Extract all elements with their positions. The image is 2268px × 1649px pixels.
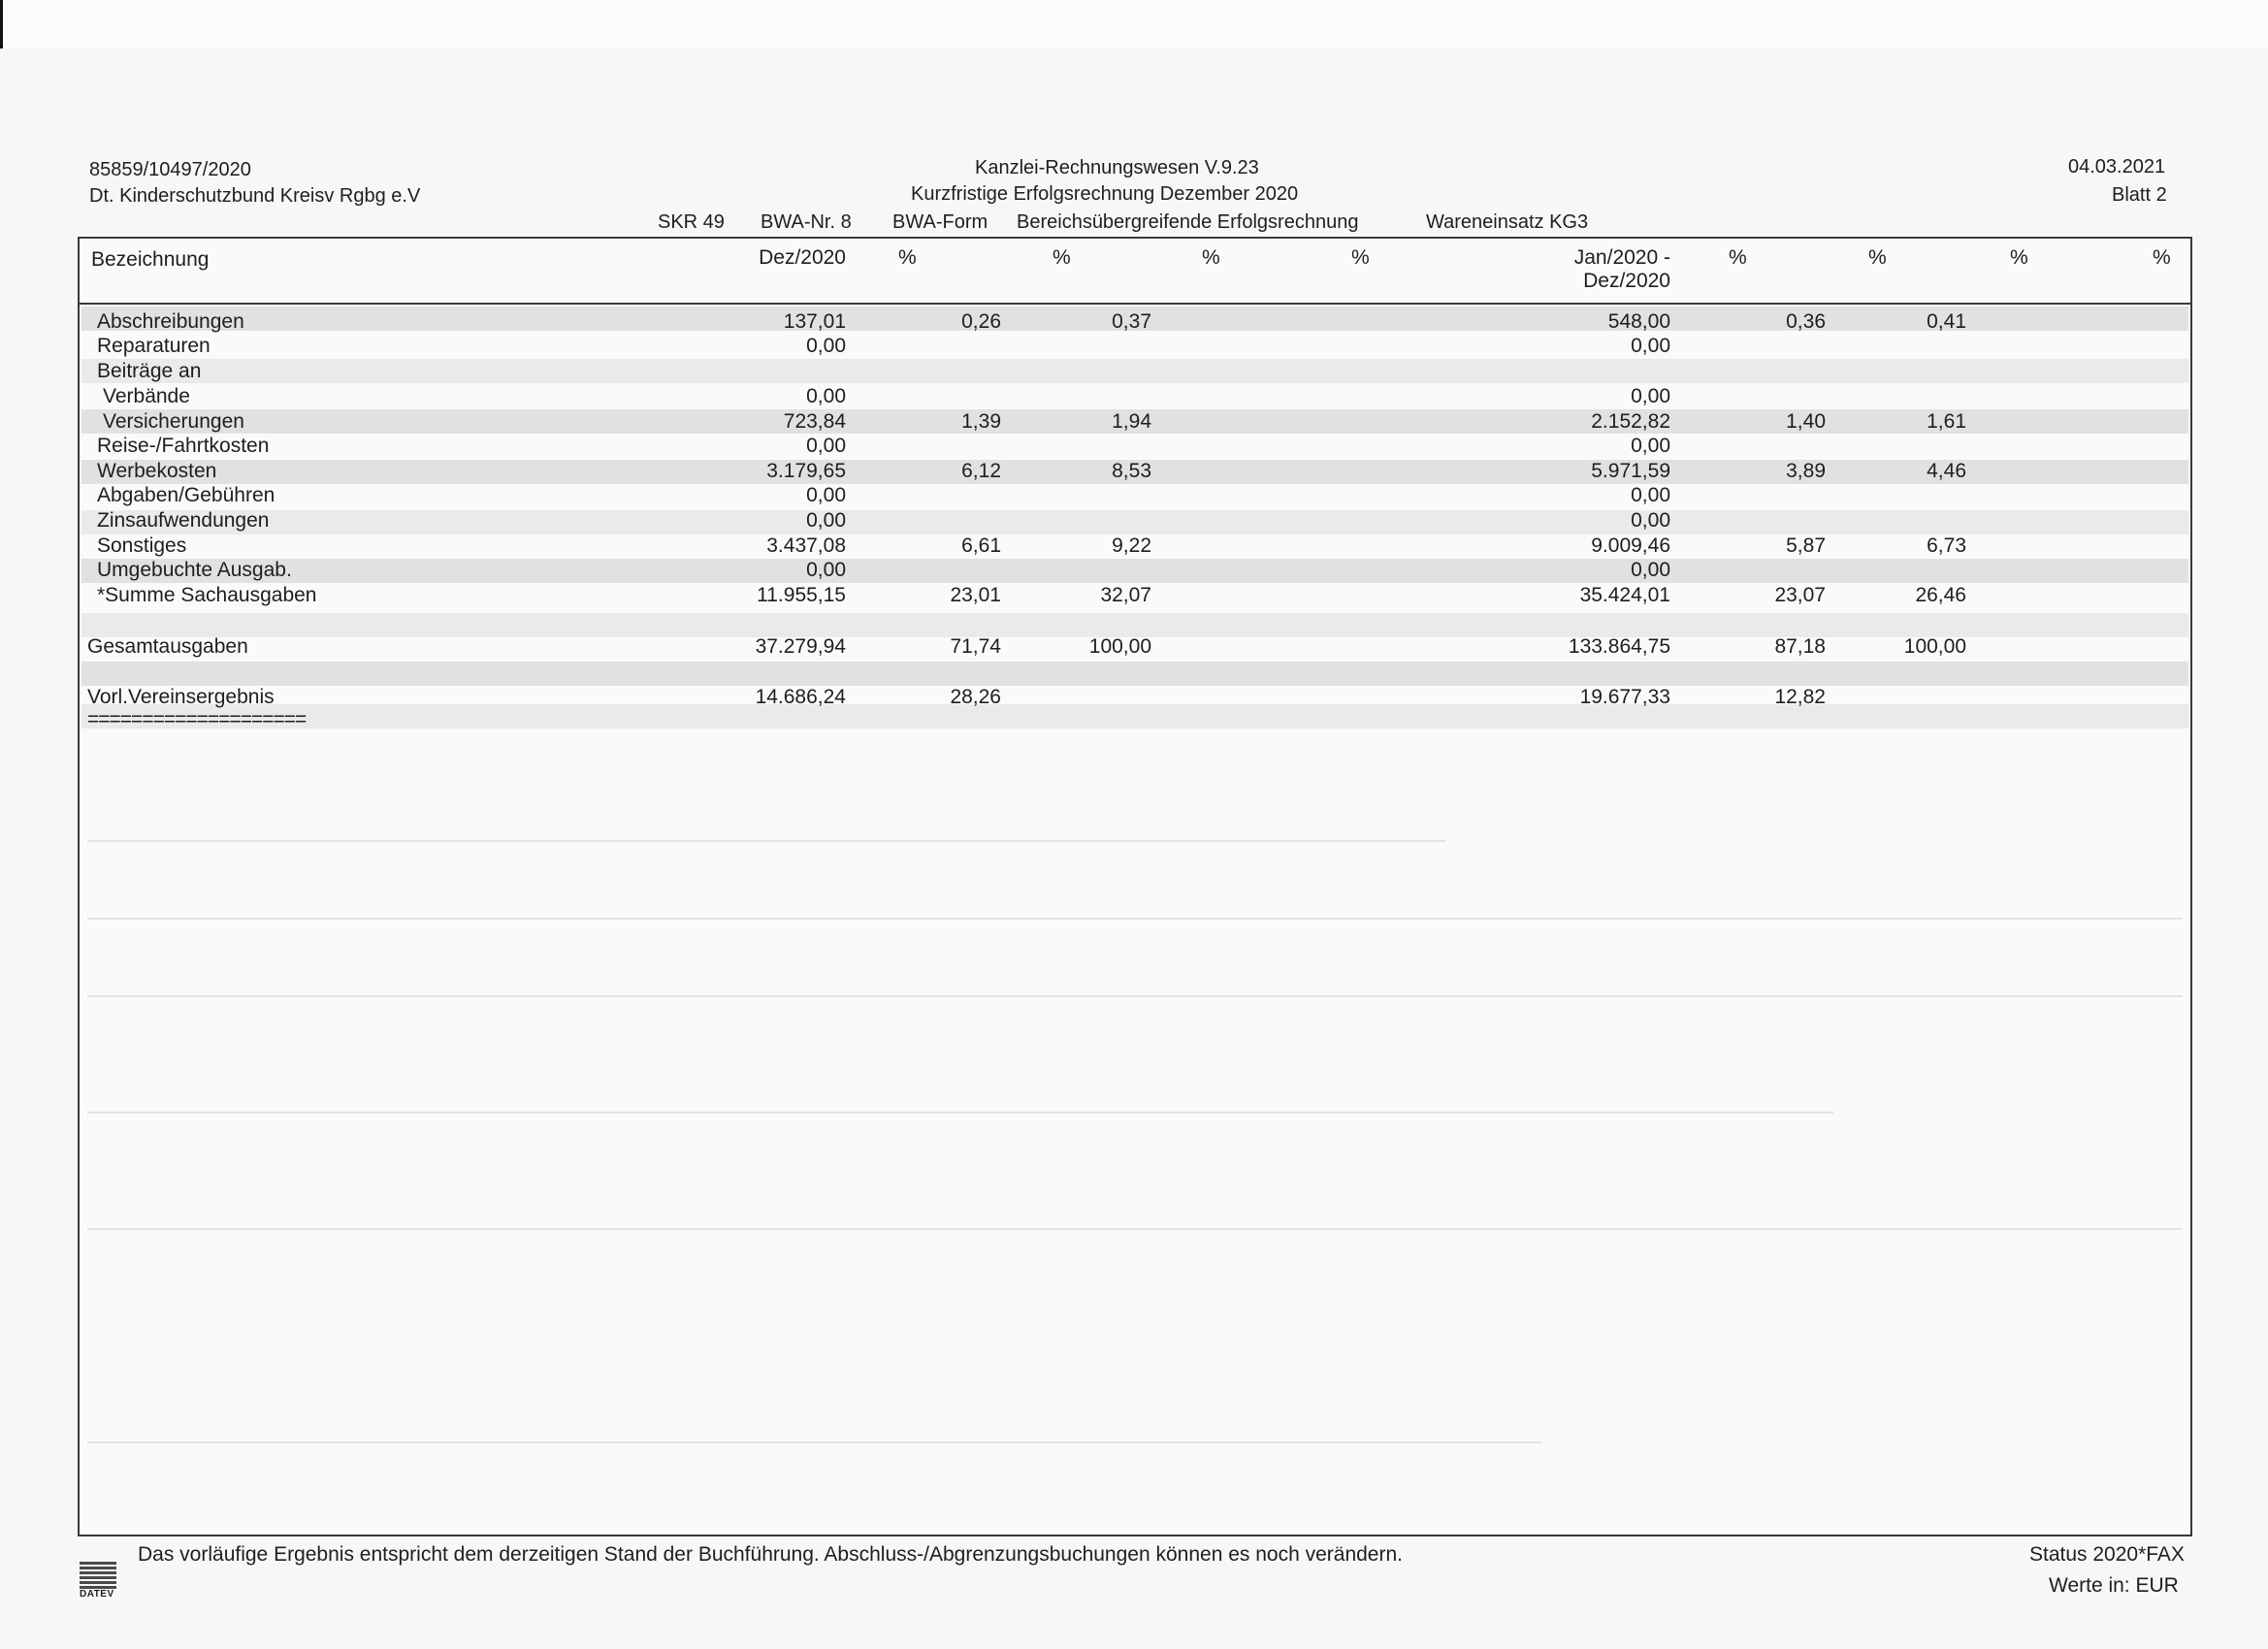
row-pct-6: 1,61: [1927, 410, 1966, 433]
row-pct-6: 0,41: [1927, 310, 1966, 333]
row-label: Beiträge an: [97, 360, 202, 382]
row-month-value: 0,00: [806, 435, 846, 457]
bleed-through-line: [87, 1112, 1833, 1114]
table-row: [80, 409, 2190, 435]
ref-number: 85859/10497/2020: [89, 159, 251, 180]
row-pct-2: 8,53: [1112, 460, 1151, 482]
row-month-value: 0,00: [806, 484, 846, 506]
row-pct-6: 4,46: [1927, 460, 1966, 482]
row-pct-2: 32,07: [1100, 584, 1151, 606]
row-ytd-value: 2.152,82: [1591, 410, 1670, 433]
row-label: Abgaben/Gebühren: [97, 484, 275, 506]
col-bezeichnung: Bezeichnung: [91, 248, 210, 271]
row-month-value: 0,00: [806, 385, 846, 407]
table-row: [80, 558, 2190, 583]
row-label: Umgebuchte Ausgab.: [97, 559, 292, 581]
row-ytd-value: 0,00: [1631, 335, 1670, 357]
bleed-through-line: [87, 1228, 2183, 1230]
scan-top-margin: [0, 0, 2268, 48]
datev-logo: [80, 1562, 116, 1600]
table-row: [80, 384, 2190, 409]
table-row: [80, 459, 2190, 484]
bleed-through-line: [87, 995, 2183, 997]
total-label: Gesamtausgaben: [87, 635, 248, 658]
row-pct-1: 6,61: [961, 534, 1001, 557]
row-label: Sonstiges: [97, 534, 187, 557]
total-pct-2: 100,00: [1088, 635, 1151, 658]
table-row: [80, 583, 2190, 608]
row-label: Zinsaufwendungen: [97, 509, 270, 532]
total-pct-1: 71,74: [950, 635, 1001, 658]
total-month-value: 37.279,94: [755, 635, 846, 658]
row-pct-5: 3,89: [1786, 460, 1826, 482]
col-ytd-line1: Jan/2020 -: [1573, 246, 1670, 269]
datev-logo-icon: [80, 1562, 116, 1589]
sheet-number: Blatt 2: [2112, 184, 2167, 206]
col-pct-7: %: [2010, 246, 2028, 269]
bwa-form-label: BWA-Form: [892, 211, 988, 233]
row-pct-6: 6,73: [1927, 534, 1966, 557]
row-month-value: 723,84: [783, 410, 846, 433]
col-month: Dez/2020: [759, 246, 846, 269]
result-month-value: 14.686,24: [755, 686, 846, 708]
table-row: [80, 359, 2190, 384]
row-ytd-value: 0,00: [1631, 484, 1670, 506]
total-pct-5: 87,18: [1774, 635, 1826, 658]
result-ytd-value: 19.677,33: [1579, 686, 1670, 708]
row-ytd-value: 35.424,01: [1579, 584, 1670, 606]
datev-logo-text: DATEV: [80, 1589, 114, 1600]
bleed-through-line: [87, 918, 2183, 920]
row-pct-1: 23,01: [950, 584, 1001, 606]
col-pct-1: %: [898, 246, 917, 269]
row-pct-5: 23,07: [1774, 584, 1826, 606]
col-pct-6: %: [1868, 246, 1887, 269]
col-pct-3: %: [1202, 246, 1220, 269]
table-row: [80, 534, 2190, 559]
row-pct-5: 5,87: [1786, 534, 1826, 557]
col-pct-2: %: [1053, 246, 1071, 269]
total-ytd-value: 133.864,75: [1568, 635, 1670, 658]
total-row: [80, 685, 2190, 710]
footer-currency: Werte in: EUR: [2049, 1574, 2179, 1597]
table-row: [80, 334, 2190, 359]
table-row: [80, 508, 2190, 534]
row-label: Versicherungen: [103, 410, 244, 433]
bwa-form-description: Bereichsübergreifende Erfolgsrechnung: [1017, 211, 1359, 233]
row-ytd-value: 5.971,59: [1591, 460, 1670, 482]
scan-edge: [0, 0, 3, 48]
row-ytd-value: 0,00: [1631, 435, 1670, 457]
col-pct-5: %: [1729, 246, 1747, 269]
row-pct-6: 26,46: [1915, 584, 1966, 606]
row-ytd-value: 548,00: [1607, 310, 1670, 333]
row-band: [81, 662, 2188, 686]
row-month-value: 0,00: [806, 335, 846, 357]
double-underline: ====================: [87, 708, 307, 730]
row-label: Reise-/Fahrtkosten: [97, 435, 270, 457]
total-row: [80, 634, 2190, 660]
wareneinsatz-label: Wareneinsatz KG3: [1426, 211, 1589, 233]
table-row: [80, 309, 2190, 335]
row-label: Reparaturen: [97, 335, 211, 357]
report-title: Kurzfristige Erfolgsrechnung Dezember 2020: [911, 183, 1299, 205]
row-pct-1: 6,12: [961, 460, 1001, 482]
row-pct-2: 0,37: [1112, 310, 1151, 333]
row-month-value: 137,01: [783, 310, 846, 333]
row-ytd-value: 9.009,46: [1591, 534, 1670, 557]
row-month-value: 3.179,65: [766, 460, 846, 482]
row-pct-5: 1,40: [1786, 410, 1826, 433]
row-pct-1: 1,39: [961, 410, 1001, 433]
result-pct-5: 12,82: [1774, 686, 1826, 708]
report-table: [78, 237, 2192, 1536]
row-month-value: 0,00: [806, 509, 846, 532]
row-label: Abschreibungen: [97, 310, 244, 333]
result-label: Vorl.Vereinsergebnis: [87, 686, 275, 708]
row-pct-1: 0,26: [961, 310, 1001, 333]
client-name: Dt. Kinderschutzbund Kreisv Rgbg e.V: [89, 185, 421, 207]
row-pct-2: 1,94: [1112, 410, 1151, 433]
header-separator: [80, 303, 2190, 305]
software-version: Kanzlei-Rechnungswesen V.9.23: [975, 157, 1259, 178]
row-ytd-value: 0,00: [1631, 385, 1670, 407]
row-pct-5: 0,36: [1786, 310, 1826, 333]
row-ytd-value: 0,00: [1631, 559, 1670, 581]
row-label: *Summe Sachausgaben: [97, 584, 317, 606]
skr-label: SKR 49: [658, 211, 725, 233]
row-month-value: 0,00: [806, 559, 846, 581]
row-month-value: 3.437,08: [766, 534, 846, 557]
bleed-through-line: [87, 840, 1445, 842]
row-month-value: 11.955,15: [757, 584, 846, 606]
col-pct-4: %: [1351, 246, 1370, 269]
row-label: Verbände: [103, 385, 190, 407]
result-pct-1: 28,26: [950, 686, 1001, 708]
report-date: 04.03.2021: [2068, 156, 2166, 178]
col-pct-8: %: [2153, 246, 2171, 269]
row-ytd-value: 0,00: [1631, 509, 1670, 532]
bwa-number: BWA-Nr. 8: [761, 211, 852, 233]
bleed-through-line: [87, 1441, 1542, 1443]
table-row: [80, 483, 2190, 508]
footer-note: Das vorläufige Ergebnis entspricht dem derzeitigen Stand der Buchführung. Abschluss-/Abgrenzungsbuchungen können es noch verändern.: [138, 1543, 1403, 1566]
row-label: Werbekosten: [97, 460, 217, 482]
col-ytd-line2: Dez/2020: [1583, 270, 1670, 292]
total-pct-6: 100,00: [1903, 635, 1966, 658]
table-row: [80, 434, 2190, 459]
footer-status: Status 2020*FAX: [2029, 1543, 2185, 1566]
row-pct-2: 9,22: [1112, 534, 1151, 557]
